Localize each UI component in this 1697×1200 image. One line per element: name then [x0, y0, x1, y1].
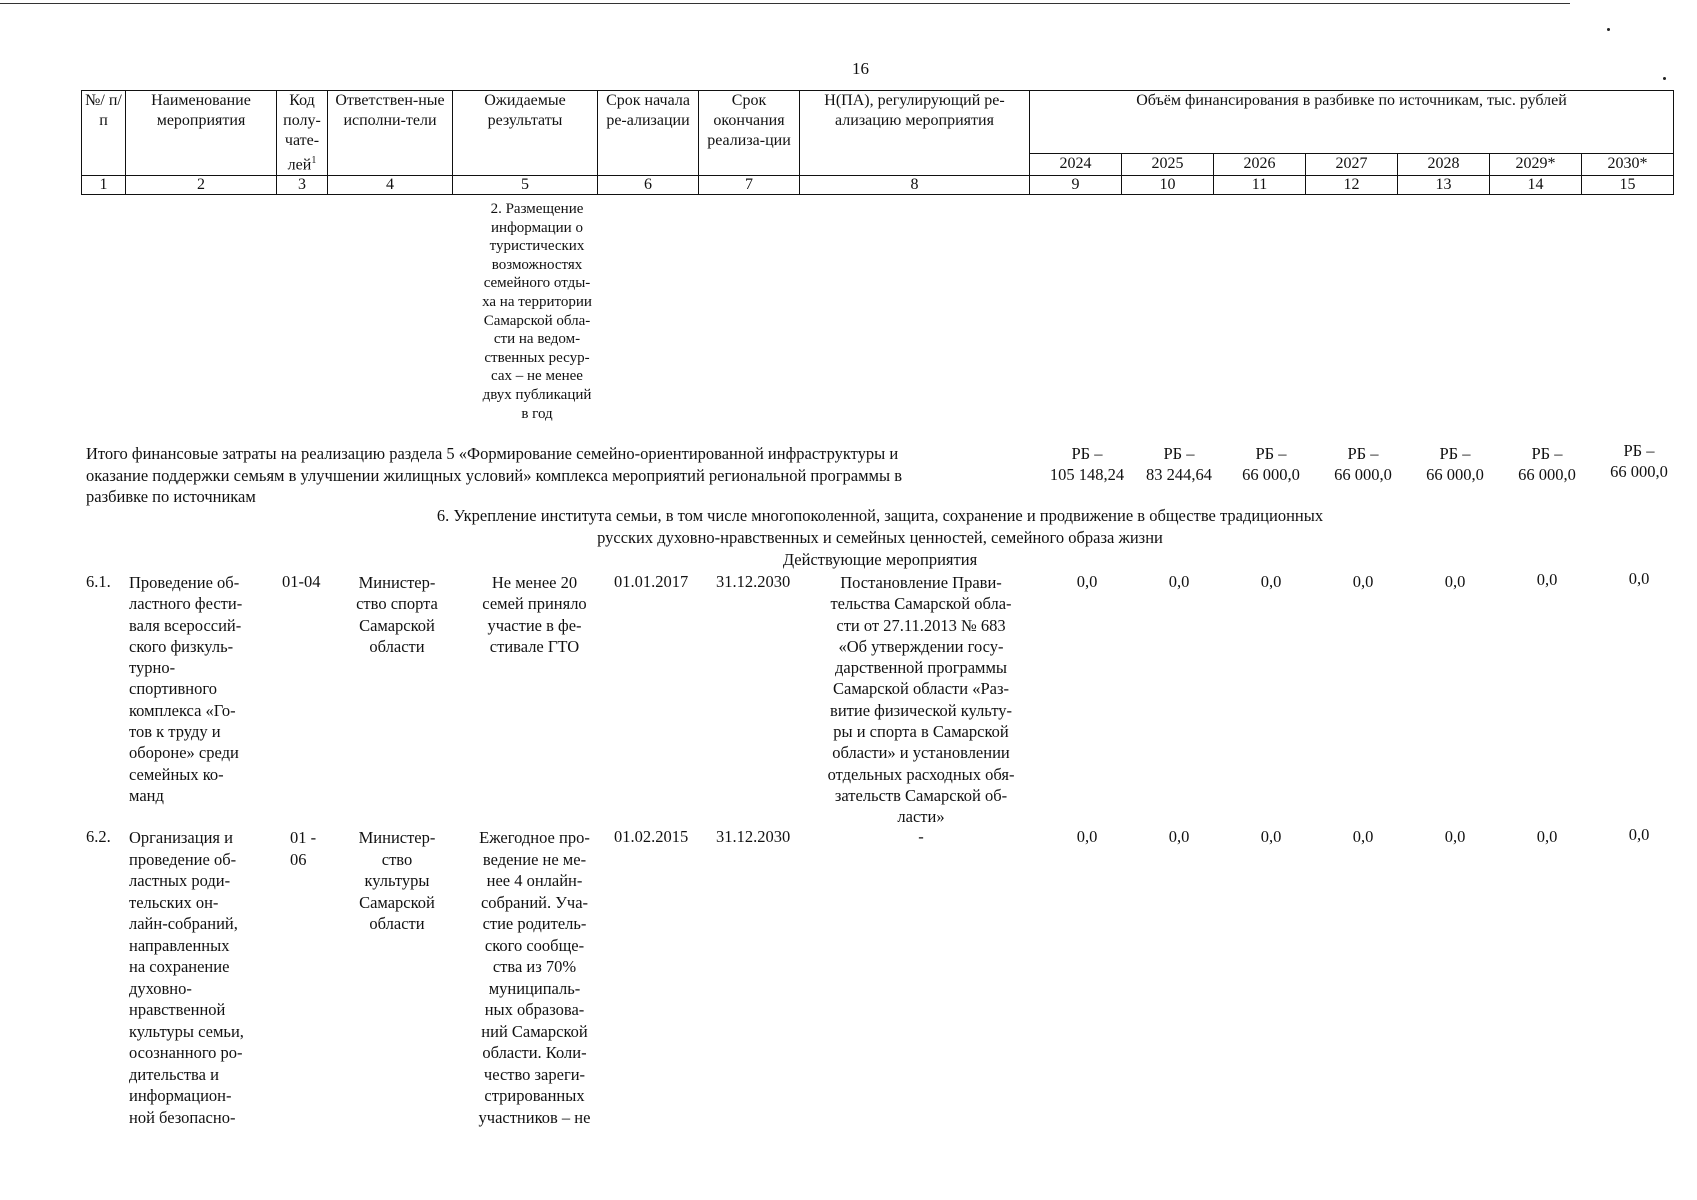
funding-value: 0,0 — [1168, 572, 1190, 591]
total-value: РБ – 83 244,64 — [1146, 444, 1212, 484]
year-cell: 2024 — [1030, 154, 1122, 176]
funding-value: 0,0 — [1536, 570, 1558, 589]
scan-speck — [1663, 77, 1666, 80]
section-title: 6. Укрепление института семьи, в том числе многопоколенной, защита, сохранение и продвижение в обществе традиционных русских духовно-нравственных и семейных ценностей, семейного образа жизни — [436, 506, 1324, 547]
header-end: Срок окончания реализа-ции — [699, 91, 800, 176]
total-value: РБ – 66 000,0 — [1334, 444, 1392, 484]
total-label: Итого финансовые затраты на реализацию раздела 5 «Формирование семейно-ориентированной инфраструктуры и оказание поддержки семьям в улучшении жилищных условий» комплекса мероприятий региональной программы в разбивке по источникам — [86, 444, 902, 506]
header-code: Код полу-чате-лей$^1$ — [277, 91, 328, 176]
col-number: 14 — [1490, 176, 1582, 195]
regulation: - — [918, 827, 924, 846]
col-number: 9 — [1030, 176, 1122, 195]
funding-value: 0,0 — [1352, 827, 1374, 846]
total-value: РБ – 66 000,0 — [1518, 444, 1576, 484]
funding-value: 0,0 — [1076, 572, 1098, 591]
row-number: 6.2. — [86, 827, 111, 846]
funding-value: 0,0 — [1444, 572, 1466, 591]
year-cell: 2030* — [1582, 154, 1674, 176]
header-num: №/ п/п — [82, 91, 126, 176]
col-number: 3 — [277, 176, 328, 195]
start-date: 01.02.2015 — [614, 827, 689, 846]
section-subtitle: Действующие мероприятия — [782, 550, 978, 569]
top-border-line — [0, 3, 1570, 4]
header-table — [81, 90, 1674, 195]
expected-result: Не менее 20 семей приняло участие в фе- стивале ГТО — [482, 573, 587, 656]
funding-value: 0,0 — [1628, 825, 1650, 844]
col-number: 10 — [1122, 176, 1214, 195]
total-value: РБ – 66 000,0 — [1610, 441, 1668, 481]
funding-value: 0,0 — [1628, 569, 1650, 588]
header-name: Наименование мероприятия — [126, 91, 277, 176]
funding-value: 0,0 — [1260, 827, 1282, 846]
header-results: Ожидаемые результаты — [453, 91, 598, 176]
page-number: 16 — [852, 59, 869, 78]
measure-name: Проведение об- ластного фести- валя всероссий- ского физкуль- турно- спортивного комплекса «Го- тов к труду и обороне» среди семейных ко- манд — [129, 573, 243, 805]
total-value: РБ – 105 148,24 — [1049, 444, 1125, 484]
executor: Министер- ство спорта Самарской области — [356, 573, 438, 656]
continued-result: 2. Размещение информации о туристических возможностях семейного отды- ха на территории Самарской обла- сти на ведом- ственных ресур- сах – не менее двух публикаций в год — [482, 201, 592, 422]
header-npa: Н(ПА), регулирующий ре-ализацию мероприятия — [800, 91, 1030, 176]
end-date: 31.12.2030 — [716, 572, 791, 591]
recipient-code: 01 - 06 — [290, 828, 317, 869]
year-cell: 2026 — [1214, 154, 1306, 176]
col-number: 2 — [126, 176, 277, 195]
col-number: 7 — [699, 176, 800, 195]
year-cell: 2029* — [1490, 154, 1582, 176]
col-number: 11 — [1214, 176, 1306, 195]
funding-value: 0,0 — [1260, 572, 1282, 591]
regulation: Постановление Прави- тельства Самарской обла- сти от 27.11.2013 № 683 «Об утверждении госу- дарственной программы Самарской области «Раз- витие физической культу- ры и спорта в Самарской области» и установлении отдельных расходных обя- зательств Самарской об- ласти» — [827, 573, 1015, 827]
total-value: РБ – 66 000,0 — [1426, 444, 1484, 484]
end-date: 31.12.2030 — [716, 827, 791, 846]
year-cell: 2027 — [1306, 154, 1398, 176]
year-cell: 2025 — [1122, 154, 1214, 176]
header-start: Срок начала ре-ализации — [598, 91, 699, 176]
col-number: 8 — [800, 176, 1030, 195]
row-number: 6.1. — [86, 572, 111, 591]
col-number: 5 — [453, 176, 598, 195]
funding-value: 0,0 — [1444, 827, 1466, 846]
col-number: 15 — [1582, 176, 1674, 195]
start-date: 01.01.2017 — [614, 572, 689, 591]
expected-result: Ежегодное про- ведение не ме- нее 4 онлайн- собраний. Уча- стие родитель- ского сообще- ства из 70% муниципаль- ных образова- ний Самарской области. Коли- чество зареги- стрированных участников – не — [478, 828, 591, 1127]
recipient-code: 01-04 — [282, 572, 321, 591]
col-number: 1 — [82, 176, 126, 195]
funding-value: 0,0 — [1168, 827, 1190, 846]
col-number: 6 — [598, 176, 699, 195]
funding-value: 0,0 — [1536, 827, 1558, 846]
col-number: 12 — [1306, 176, 1398, 195]
funding-value: 0,0 — [1076, 827, 1098, 846]
measure-name: Организация и проведение об- ластных роди- тельских он- лайн-собраний, направленных на сохранение духовно- нравственной культуры семьи, осознанного ро- дительства и информацион- ной безопасно- — [129, 828, 244, 1127]
header-executor: Ответствен-ные исполни-тели — [328, 91, 453, 176]
total-value: РБ – 66 000,0 — [1242, 444, 1300, 484]
funding-value: 0,0 — [1352, 572, 1374, 591]
header-funding: Объём финансирования в разбивке по источникам, тыс. рублей — [1030, 91, 1674, 154]
executor: Министер- ство культуры Самарской области — [358, 828, 436, 933]
col-number: 13 — [1398, 176, 1490, 195]
year-cell: 2028 — [1398, 154, 1490, 176]
scan-speck — [1607, 28, 1610, 31]
col-number: 4 — [328, 176, 453, 195]
